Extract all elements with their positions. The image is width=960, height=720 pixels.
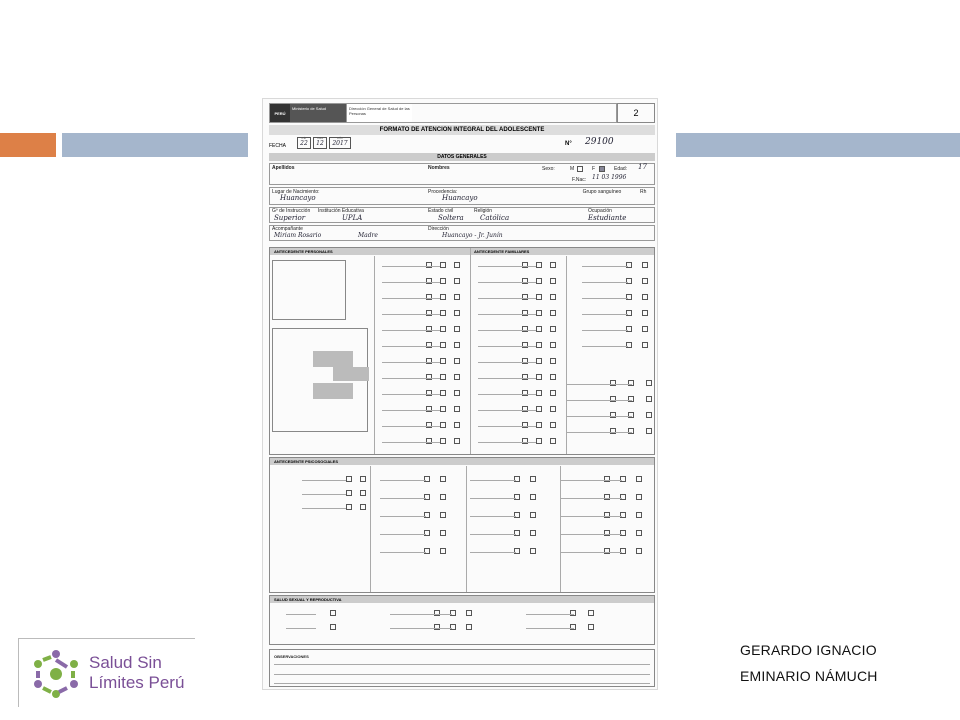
form-checkbox	[636, 476, 642, 482]
institucion-label: Institución Educativa	[318, 208, 364, 214]
form-checkbox	[426, 406, 432, 412]
procedencia-label: Procedencia:	[428, 189, 458, 195]
logo-line2: Límites Perú	[89, 673, 185, 692]
form-checkbox	[550, 422, 556, 428]
lugar-value: Huancayo	[280, 194, 316, 202]
form-checkbox	[454, 326, 460, 332]
form-title: FORMATO DE ATENCION INTEGRAL DEL ADOLESCENTE	[269, 125, 655, 135]
form-checkbox	[424, 530, 430, 536]
salud-sexual-header: SALUD SEXUAL Y REPRODUCTIVA	[270, 596, 654, 603]
form-checkbox	[550, 326, 556, 332]
form-label-line	[410, 314, 440, 315]
form-checkbox	[454, 310, 460, 316]
form-checkbox	[536, 294, 542, 300]
form-checkbox	[424, 494, 430, 500]
form-label-line	[598, 298, 628, 299]
form-checkbox	[450, 624, 456, 630]
form-label-line	[486, 498, 516, 499]
form-checkbox	[426, 278, 432, 284]
form-checkbox	[536, 326, 542, 332]
form-checkbox	[550, 294, 556, 300]
form-label-line	[598, 346, 628, 347]
form-checkbox	[426, 358, 432, 364]
form-label-line	[422, 614, 452, 615]
form-checkbox	[426, 294, 432, 300]
month-field	[313, 137, 327, 149]
procedencia-value: Huancayo	[442, 194, 478, 202]
form-label-line	[506, 298, 536, 299]
form-checkbox	[522, 358, 528, 364]
ant-personales-header: ANTECEDENTE PERSONALES	[270, 248, 470, 255]
form-checkbox	[620, 530, 626, 536]
instruccion-value: Superior	[274, 214, 306, 222]
form-checkbox	[604, 548, 610, 554]
form-checkbox	[636, 530, 642, 536]
form-checkbox	[454, 374, 460, 380]
form-checkbox	[536, 278, 542, 284]
accent-bar-blue-left	[62, 133, 248, 157]
form-header-strip	[269, 103, 617, 123]
form-checkbox	[360, 476, 366, 482]
form-checkbox	[440, 422, 446, 428]
form-label-line	[410, 266, 440, 267]
form-checkbox	[620, 494, 626, 500]
form-checkbox	[454, 406, 460, 412]
name-row	[269, 163, 655, 185]
line	[274, 664, 650, 665]
form-checkbox	[536, 262, 542, 268]
form-checkbox	[514, 494, 520, 500]
divider	[370, 466, 371, 592]
direction-label: Dirección General de Salud de las Personas	[346, 104, 412, 122]
form-checkbox	[360, 504, 366, 510]
form-checkbox	[346, 490, 352, 496]
day-value: 22	[300, 140, 308, 147]
civil-label: Estado civil	[428, 208, 454, 214]
form-checkbox	[620, 476, 626, 482]
edad-value: 17	[638, 163, 647, 171]
form-label-line	[422, 628, 452, 629]
shaded-cell	[313, 351, 353, 367]
form-checkbox	[440, 262, 446, 268]
form-label-line	[598, 266, 628, 267]
year-sub-label: año	[337, 136, 343, 140]
observaciones-label: OBSERVACIONES	[274, 654, 309, 659]
form-label-line	[486, 480, 516, 481]
form-label-line	[544, 628, 574, 629]
form-label-line	[396, 480, 426, 481]
form-label-line	[486, 516, 516, 517]
form-checkbox	[646, 412, 652, 418]
form-label-line	[410, 410, 440, 411]
form-checkbox	[550, 310, 556, 316]
form-checkbox	[570, 624, 576, 630]
form-label-line	[286, 628, 316, 629]
divider	[560, 466, 561, 592]
month-sub-label: mes	[316, 136, 324, 140]
datos-generales-header: DATOS GENERALES	[269, 153, 655, 161]
form-checkbox	[514, 476, 520, 482]
accent-bar-orange	[0, 133, 56, 157]
religion-value: Católica	[480, 214, 510, 222]
divider	[470, 248, 471, 454]
form-checkbox	[426, 326, 432, 332]
form-label-line	[506, 378, 536, 379]
year-value: 2017	[332, 140, 348, 147]
form-checkbox	[440, 476, 446, 482]
form-checkbox	[550, 262, 556, 268]
form-checkbox	[440, 310, 446, 316]
form-checkbox	[330, 610, 336, 616]
ministry-label: Ministerio de Salud	[290, 104, 346, 122]
ocupacion-value: Estudiante	[588, 214, 627, 222]
form-checkbox	[588, 624, 594, 630]
form-checkbox	[646, 396, 652, 402]
form-checkbox	[626, 310, 632, 316]
form-checkbox	[530, 494, 536, 500]
form-label-line	[598, 282, 628, 283]
direccion-value: Huancayo - Jr. Junín	[442, 232, 503, 239]
form-checkbox	[522, 310, 528, 316]
form-checkbox	[530, 476, 536, 482]
relacion-value: Madre	[358, 232, 378, 239]
form-label-line	[410, 394, 440, 395]
form-checkbox	[440, 512, 446, 518]
form-checkbox	[620, 548, 626, 554]
form-checkbox	[530, 548, 536, 554]
form-checkbox	[522, 326, 528, 332]
form-checkbox	[522, 278, 528, 284]
form-label-line	[410, 362, 440, 363]
sexo-label: Sexo:	[542, 166, 555, 172]
religion-label: Religión	[474, 208, 493, 214]
form-checkbox	[514, 530, 520, 536]
form-label-line	[506, 346, 536, 347]
form-checkbox	[536, 374, 542, 380]
form-label-line	[410, 442, 440, 443]
form-checkbox	[642, 342, 648, 348]
birthplace-row	[269, 187, 655, 205]
civil-value: Soltera	[438, 214, 464, 222]
observaciones-section	[269, 649, 655, 687]
day-field	[297, 137, 311, 149]
form-checkbox	[522, 390, 528, 396]
form-checkbox	[514, 512, 520, 518]
form-checkbox	[604, 494, 610, 500]
logo-line1: Salud Sin	[89, 653, 162, 672]
fecha-label: FECHA	[269, 143, 286, 149]
form-checkbox	[522, 294, 528, 300]
record-number-label: N°	[565, 141, 572, 147]
form-checkbox	[626, 294, 632, 300]
day-sub-label: día	[301, 136, 307, 140]
form-checkbox	[610, 428, 616, 434]
apellidos-label: Apellidos	[272, 165, 295, 171]
form-checkbox	[426, 374, 432, 380]
form-checkbox	[440, 342, 446, 348]
form-label-line	[486, 534, 516, 535]
month-value: 12	[316, 140, 324, 147]
form-checkbox	[424, 476, 430, 482]
line	[274, 674, 650, 675]
lugar-label: Lugar de Nacimiento:	[272, 189, 320, 195]
form-label-line	[396, 552, 426, 553]
form-label-line	[410, 346, 440, 347]
form-label-line	[506, 442, 536, 443]
institucion-value: UPLA	[342, 214, 363, 222]
form-checkbox	[346, 504, 352, 510]
form-checkbox	[424, 548, 430, 554]
form-label-line	[506, 266, 536, 267]
form-checkbox	[642, 326, 648, 332]
form-checkbox	[522, 438, 528, 444]
form-checkbox	[440, 494, 446, 500]
scanned-form-image	[262, 98, 658, 690]
sexo-f-label: F	[592, 166, 596, 172]
form-label-line	[486, 552, 516, 553]
form-checkbox	[536, 358, 542, 364]
form-checkbox	[424, 512, 430, 518]
form-checkbox	[642, 310, 648, 316]
form-checkbox	[466, 610, 472, 616]
form-checkbox	[626, 326, 632, 332]
form-label-line	[602, 384, 632, 385]
form-checkbox	[426, 262, 432, 268]
record-number-value: 29100	[585, 137, 614, 147]
form-checkbox	[626, 262, 632, 268]
form-label-line	[592, 516, 622, 517]
education-row	[269, 207, 655, 223]
ocupacion-label: Ocupación	[588, 208, 612, 214]
form-label-line	[410, 282, 440, 283]
form-checkbox	[440, 294, 446, 300]
form-checkbox	[626, 278, 632, 284]
form-checkbox	[550, 358, 556, 364]
form-checkbox	[642, 262, 648, 268]
form-checkbox	[454, 294, 460, 300]
fnac-value: 11 03 1996	[592, 174, 627, 181]
form-label-line	[592, 552, 622, 553]
form-checkbox	[434, 610, 440, 616]
form-label-line	[396, 534, 426, 535]
form-checkbox	[440, 390, 446, 396]
form-label-line	[506, 426, 536, 427]
companion-row	[269, 225, 655, 241]
form-checkbox	[636, 512, 642, 518]
form-label-line	[410, 298, 440, 299]
form-checkbox	[426, 438, 432, 444]
form-checkbox	[642, 278, 648, 284]
form-checkbox	[550, 278, 556, 284]
date-fields	[297, 137, 351, 149]
year-field	[329, 137, 351, 149]
form-checkbox	[610, 396, 616, 402]
form-checkbox	[628, 428, 634, 434]
accent-bar-blue-right	[676, 133, 960, 157]
direccion-label: Dirección	[428, 226, 449, 232]
form-checkbox	[454, 390, 460, 396]
form-label-line	[544, 614, 574, 615]
acompanante-value: Miriam Rosario	[274, 232, 322, 239]
form-checkbox	[628, 396, 634, 402]
form-checkbox	[440, 358, 446, 364]
form-checkbox	[514, 548, 520, 554]
form-checkbox	[454, 278, 460, 284]
sexo-m-label: M	[570, 166, 575, 172]
form-label-line	[602, 400, 632, 401]
people-circle-icon	[29, 647, 83, 701]
form-checkbox	[604, 512, 610, 518]
form-checkbox	[604, 530, 610, 536]
form-label-line	[592, 498, 622, 499]
form-label-line	[506, 410, 536, 411]
form-checkbox	[426, 342, 432, 348]
form-checkbox	[440, 278, 446, 284]
form-checkbox	[536, 310, 542, 316]
salud-sin-limites-logo	[18, 638, 195, 707]
form-checkbox	[440, 326, 446, 332]
acompanante-label: Acompañante	[272, 226, 303, 232]
form-checkbox	[454, 422, 460, 428]
divider	[566, 256, 567, 454]
author-line1: GERARDO IGNACIO	[740, 642, 877, 658]
form-checkbox	[454, 438, 460, 444]
grupo-label: Grupo sanguíneo	[582, 189, 622, 195]
sexo-m-box	[577, 166, 583, 172]
divider	[374, 256, 375, 454]
form-checkbox	[628, 412, 634, 418]
form-checkbox	[454, 262, 460, 268]
form-label-line	[286, 614, 316, 615]
form-checkbox	[522, 422, 528, 428]
perinatal-box	[272, 260, 346, 320]
form-checkbox	[330, 624, 336, 630]
sexo-f-box	[599, 166, 605, 172]
ant-psicosociales-header: ANTECEDENTE PSICOSOCIALES	[270, 458, 654, 465]
edad-label: Edad:	[614, 166, 628, 172]
form-checkbox	[440, 548, 446, 554]
form-checkbox	[550, 374, 556, 380]
form-checkbox	[522, 262, 528, 268]
form-checkbox	[636, 494, 642, 500]
divider	[466, 466, 467, 592]
form-label-line	[592, 480, 622, 481]
rh-label: Rh	[640, 189, 647, 195]
author-line2: EMINARIO NÁMUCH	[740, 668, 878, 684]
form-checkbox	[440, 530, 446, 536]
form-label-line	[410, 426, 440, 427]
form-checkbox	[360, 490, 366, 496]
form-label-line	[506, 330, 536, 331]
fnac-label: F.Nac:	[572, 177, 587, 183]
instruccion-label: Gº de Instrucción	[272, 208, 311, 214]
nombres-label: Nombres	[428, 165, 450, 171]
form-checkbox	[536, 422, 542, 428]
form-checkbox	[346, 476, 352, 482]
form-checkbox	[550, 342, 556, 348]
form-label-line	[506, 394, 536, 395]
form-checkbox	[440, 406, 446, 412]
psicosocial-section	[269, 457, 655, 593]
form-label-line	[396, 498, 426, 499]
form-label-line	[592, 534, 622, 535]
form-label-line	[598, 314, 628, 315]
form-checkbox	[646, 428, 652, 434]
form-checkbox	[530, 530, 536, 536]
antecedentes-section	[269, 247, 655, 455]
form-checkbox	[626, 342, 632, 348]
form-checkbox	[550, 406, 556, 412]
form-checkbox	[454, 342, 460, 348]
form-checkbox	[440, 374, 446, 380]
form-label-line	[506, 362, 536, 363]
form-checkbox	[522, 406, 528, 412]
form-label-line	[602, 416, 632, 417]
form-label-line	[602, 432, 632, 433]
form-checkbox	[536, 342, 542, 348]
form-checkbox	[426, 422, 432, 428]
form-label-line	[410, 378, 440, 379]
shaded-cell	[333, 367, 369, 381]
page-number: 2	[617, 103, 655, 123]
form-checkbox	[550, 438, 556, 444]
form-checkbox	[434, 624, 440, 630]
salud-sexual-section	[269, 595, 655, 645]
form-checkbox	[570, 610, 576, 616]
line	[274, 683, 650, 684]
peru-logo: PERÚ	[270, 104, 290, 122]
immunization-table	[272, 328, 368, 432]
form-checkbox	[642, 294, 648, 300]
ant-familiares-header: ANTECEDENTE FAMILIARES	[470, 248, 654, 255]
form-checkbox	[536, 390, 542, 396]
form-checkbox	[628, 380, 634, 386]
form-checkbox	[550, 390, 556, 396]
form-label-line	[316, 508, 346, 509]
form-checkbox	[610, 380, 616, 386]
form-checkbox	[536, 406, 542, 412]
form-checkbox	[454, 358, 460, 364]
form-label-line	[506, 314, 536, 315]
form-checkbox	[604, 476, 610, 482]
form-checkbox	[426, 390, 432, 396]
form-checkbox	[522, 342, 528, 348]
form-label-line	[506, 282, 536, 283]
form-label-line	[598, 330, 628, 331]
shaded-cell	[313, 383, 353, 399]
form-checkbox	[636, 548, 642, 554]
form-checkbox	[646, 380, 652, 386]
form-checkbox	[620, 512, 626, 518]
form-checkbox	[610, 412, 616, 418]
form-checkbox	[530, 512, 536, 518]
form-checkbox	[426, 310, 432, 316]
form-label-line	[316, 494, 346, 495]
form-label-line	[396, 516, 426, 517]
form-label-line	[410, 330, 440, 331]
form-checkbox	[440, 438, 446, 444]
form-label-line	[316, 480, 346, 481]
form-checkbox	[466, 624, 472, 630]
form-checkbox	[588, 610, 594, 616]
form-checkbox	[536, 438, 542, 444]
form-checkbox	[522, 374, 528, 380]
form-checkbox	[450, 610, 456, 616]
